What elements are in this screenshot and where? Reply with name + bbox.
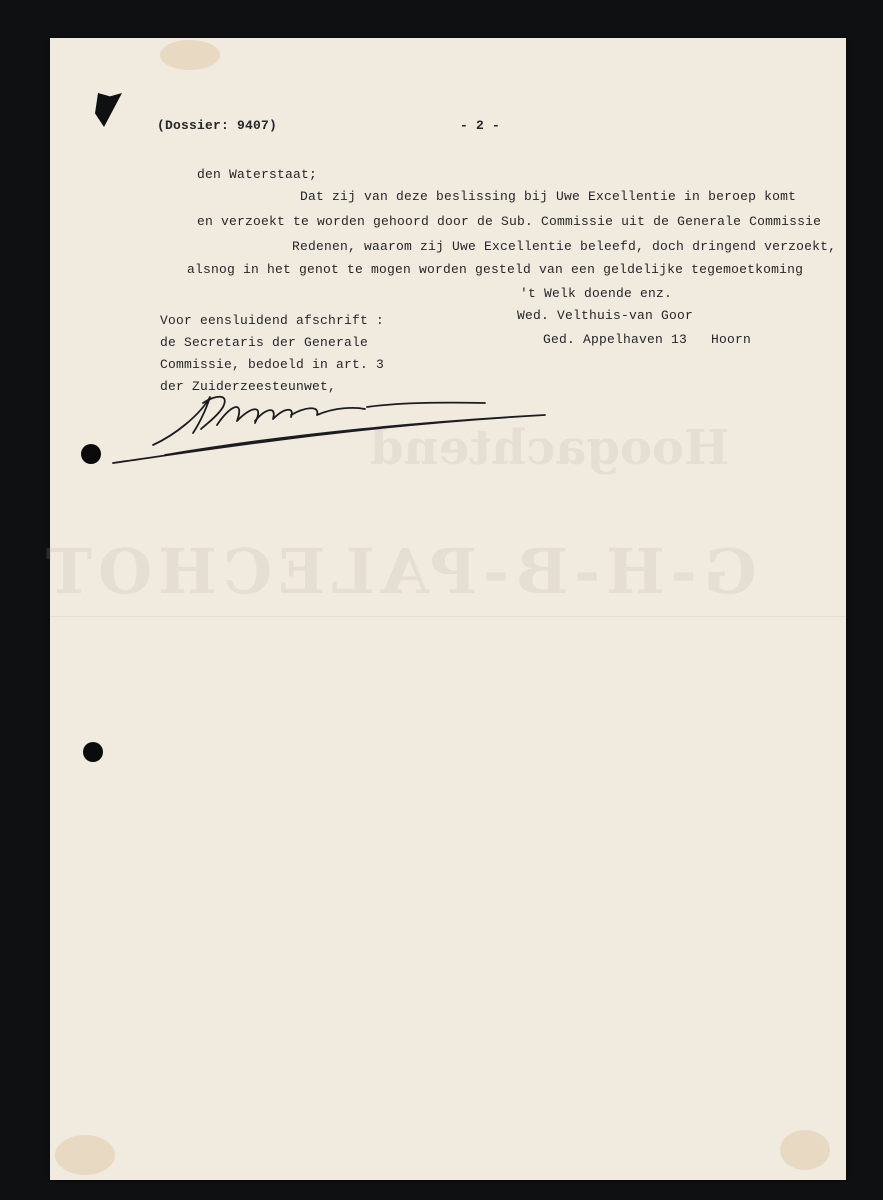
handwritten-signature [105,385,565,475]
certification-line-1: Voor eensluidend afschrift : [160,313,385,328]
paper-stain [160,40,220,70]
fold-line [50,616,846,617]
punch-hole [83,742,103,762]
closing-line: 't Welk doende enz. [520,286,673,301]
punch-hole [81,444,101,464]
certification-line-2: de Secretaris der Generale [160,335,369,350]
certification-line-3: Commissie, bedoeld in art. 3 [160,357,385,372]
body-line-5: alsnog in het genot te mogen worden gesteld van een geldelijke tegemoetkoming [187,262,804,277]
page-number: - 2 - [460,118,501,133]
body-line-4: Redenen, waarom zij Uwe Excellentie beleefd, doch dringend verzoekt, [292,239,837,254]
body-line-1: den Waterstaat; [197,167,318,182]
certification-line-4: der Zuiderzeesteunwet, [160,379,337,394]
body-line-3: en verzoekt te worden gehoord door de Sub. Commissie uit de Generale Commissie [197,214,822,229]
sender-address: Ged. Appelhaven 13 Hoorn [543,332,752,347]
dossier-number: (Dossier: 9407) [157,118,278,133]
bleed-through-name: G-H-B-PALECHOT [40,535,757,608]
sender-name: Wed. Velthuis-van Goor [517,308,694,323]
paper-stain [780,1130,830,1170]
bleed-through-greeting: Hoogachtend [370,420,730,476]
document-page [50,38,846,1180]
paper-stain [55,1135,115,1175]
body-line-2: Dat zij van deze beslissing bij Uwe Excellentie in beroep komt [300,189,797,204]
